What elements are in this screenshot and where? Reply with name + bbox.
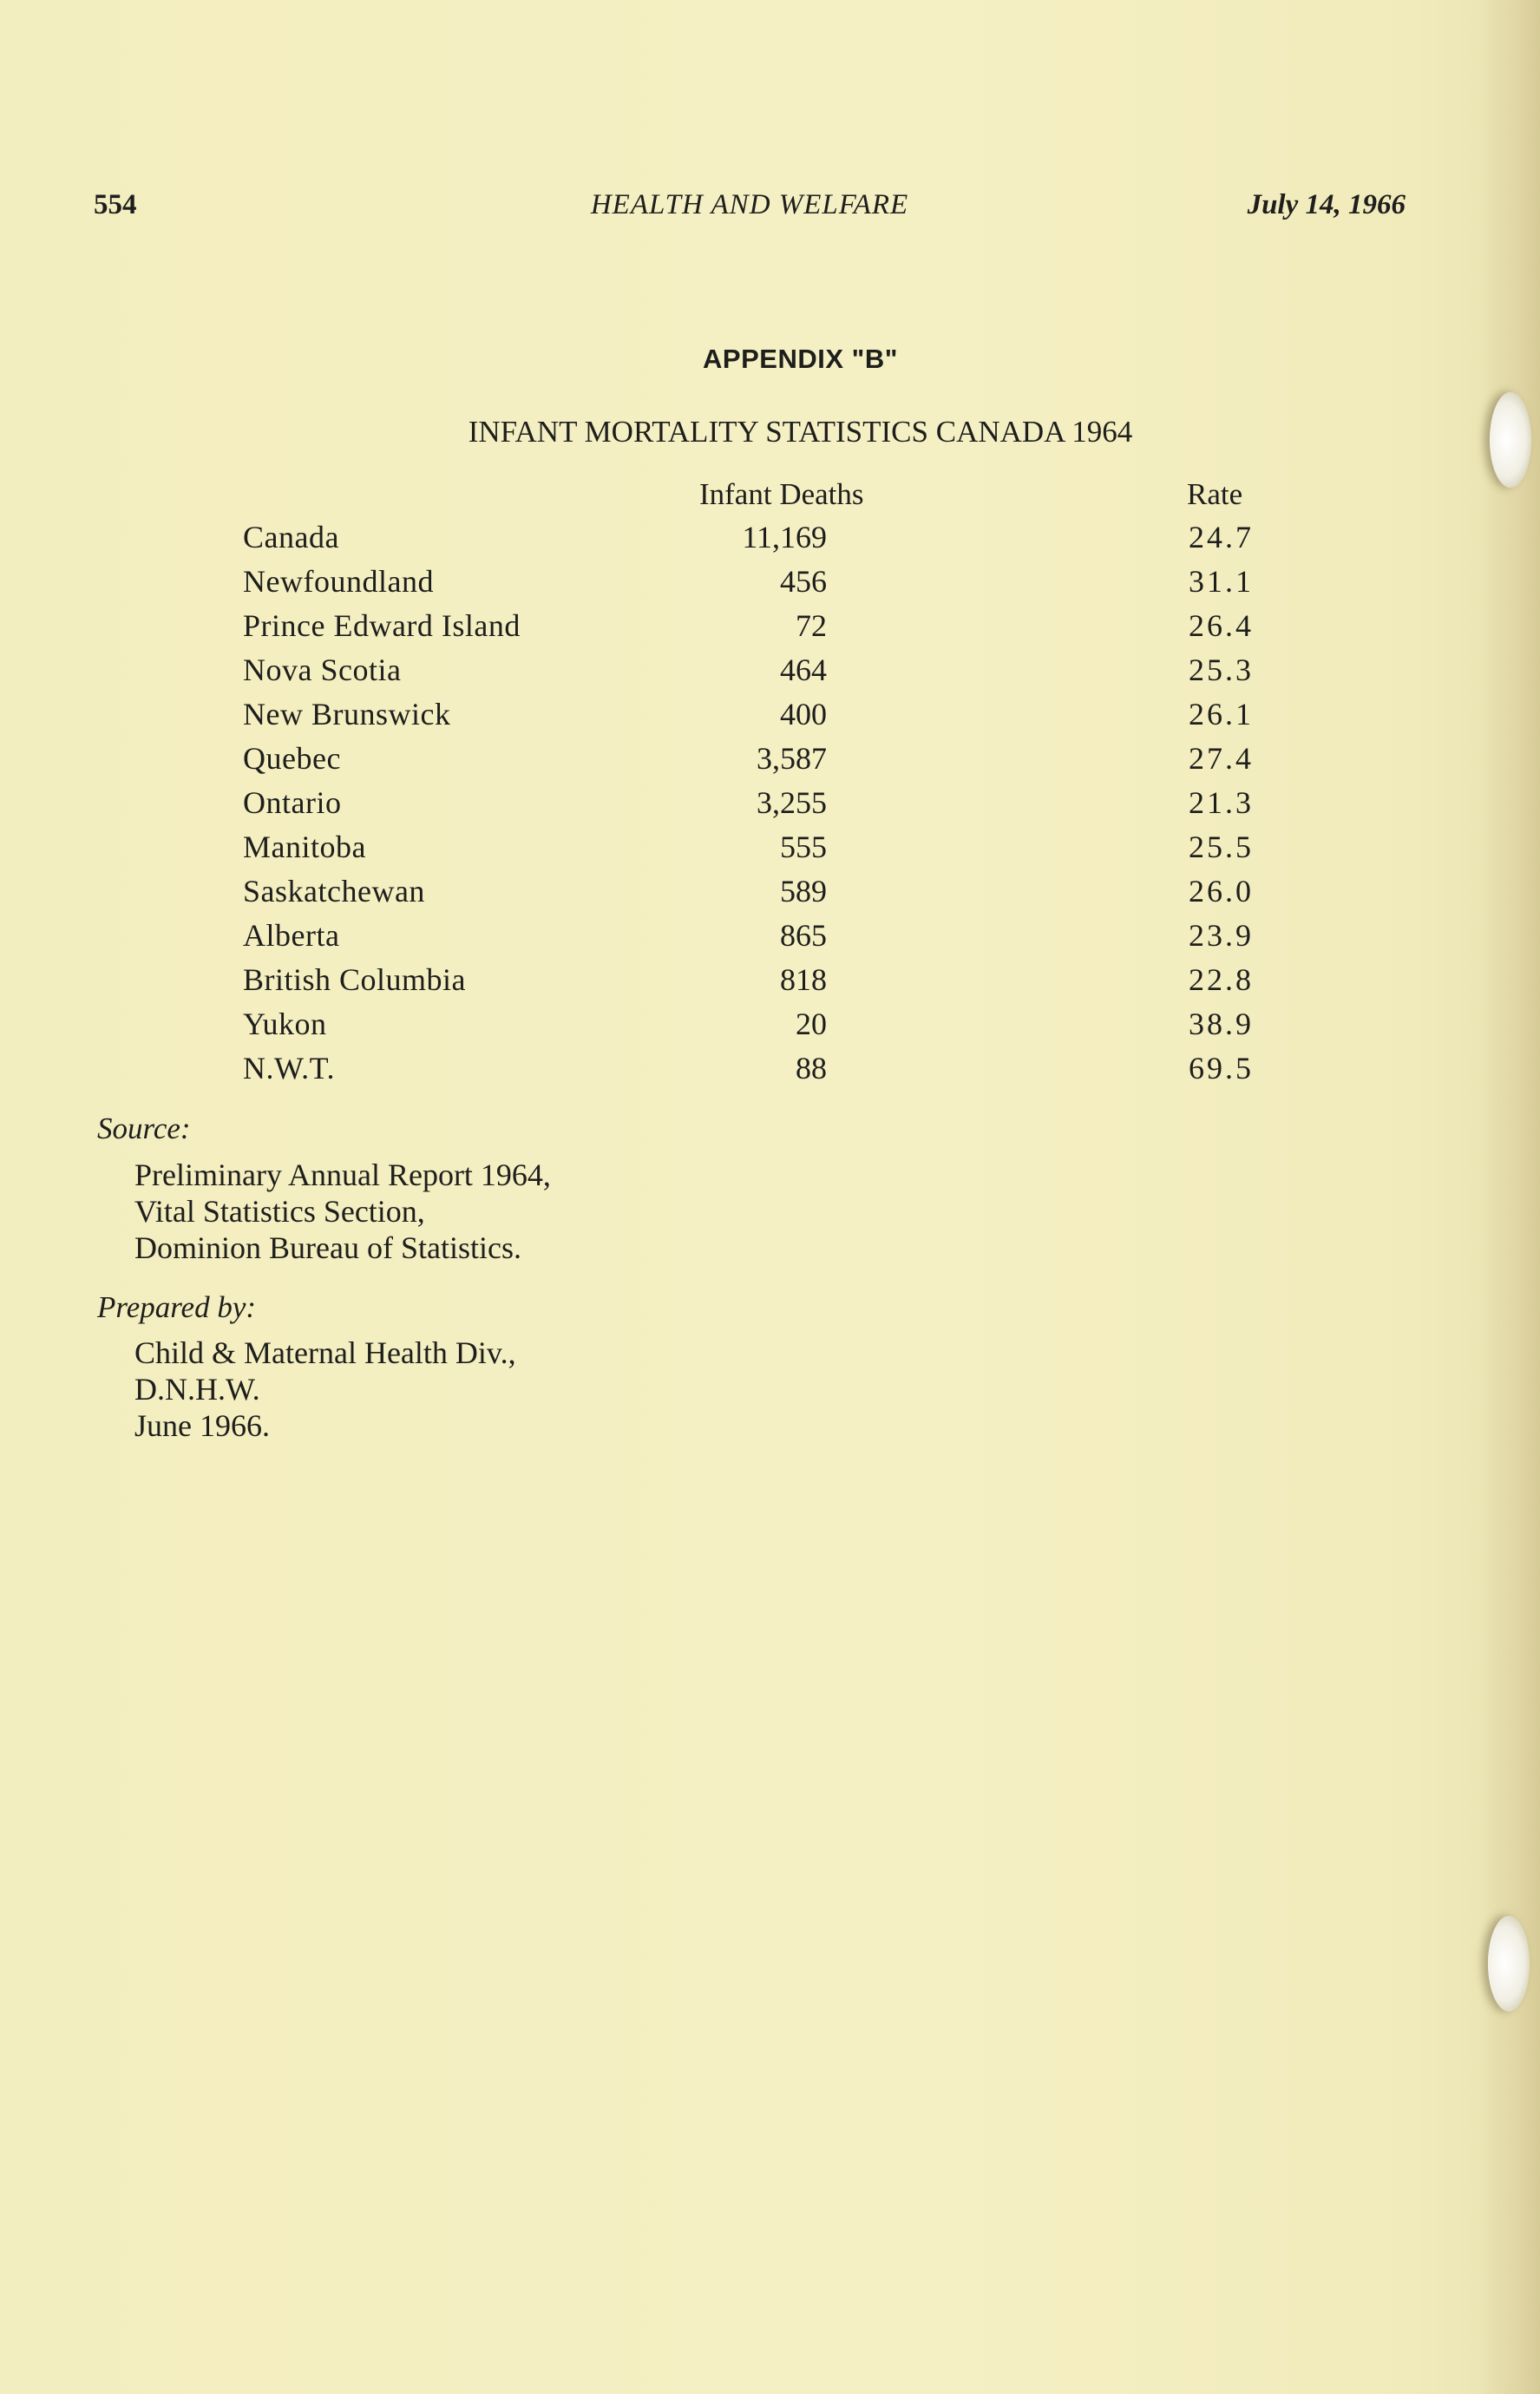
province-name: Newfoundland [243,564,434,599]
province-name: Saskatchewan [243,874,425,908]
province-name: Ontario [243,785,342,820]
header-date: July 14, 1966 [1247,189,1406,220]
rate-value: 27.4 [1189,741,1254,776]
province-name: Prince Edward Island [243,608,521,643]
table-title: INFANT MORTALITY STATISTICS CANADA 1964 [468,415,1133,449]
rate-value: 22.8 [1189,962,1254,997]
province-name: Manitoba [243,830,366,864]
infant-deaths-value: 818 [780,962,827,997]
infant-deaths-value: 555 [780,830,827,864]
infant-deaths-value: 88 [796,1051,827,1085]
province-name: Alberta [243,918,340,953]
running-title: HEALTH AND WELFARE [590,189,909,220]
column-header-deaths: Infant Deaths [699,477,864,511]
rate-value: 26.0 [1189,874,1254,908]
infant-deaths-value: 400 [780,697,827,731]
infant-deaths-value: 20 [796,1007,827,1041]
rate-value: 24.7 [1189,520,1254,554]
rate-value: 26.1 [1189,697,1254,731]
source-line: Vital Statistics Section, [134,1194,425,1229]
source-line: Dominion Bureau of Statistics. [134,1230,521,1265]
infant-deaths-value: 464 [780,653,827,687]
infant-deaths-value: 456 [780,564,827,599]
infant-deaths-value: 865 [780,918,827,953]
prepared-by-line: D.N.H.W. [134,1372,260,1407]
prepared-by-line: Child & Maternal Health Div., [134,1335,516,1370]
page-number: 554 [94,189,137,220]
column-header-rate: Rate [1187,477,1243,511]
rate-value: 38.9 [1189,1007,1254,1041]
prepared-by-line: June 1966. [134,1408,270,1443]
province-name: Canada [243,520,339,554]
rate-value: 31.1 [1189,564,1254,599]
infant-deaths-value: 589 [780,874,827,908]
province-name: Quebec [243,741,341,776]
infant-deaths-value: 72 [796,608,827,643]
infant-deaths-value: 3,587 [757,741,827,776]
source-label: Source: [97,1112,191,1145]
rate-value: 25.3 [1189,653,1254,687]
prepared-by-label: Prepared by: [97,1290,257,1324]
infant-deaths-value: 3,255 [757,785,827,820]
rate-value: 23.9 [1189,918,1254,953]
province-name: Yukon [243,1007,327,1041]
page-header [94,189,1406,233]
rate-value: 21.3 [1189,785,1254,820]
rate-value: 69.5 [1189,1051,1254,1085]
source-line: Preliminary Annual Report 1964, [134,1158,551,1192]
rate-value: 25.5 [1189,830,1254,864]
prepared-by-text [134,1335,516,1444]
infant-deaths-value: 11,169 [742,520,827,554]
appendix-title: APPENDIX "B" [703,344,898,374]
province-name: N.W.T. [243,1051,335,1085]
binder-hole-bottom [1488,1916,1530,2011]
province-name: Nova Scotia [243,653,402,687]
province-name: British Columbia [243,962,467,997]
rate-value: 26.4 [1189,608,1254,643]
source-text [134,1157,551,1266]
province-name: New Brunswick [243,697,451,731]
